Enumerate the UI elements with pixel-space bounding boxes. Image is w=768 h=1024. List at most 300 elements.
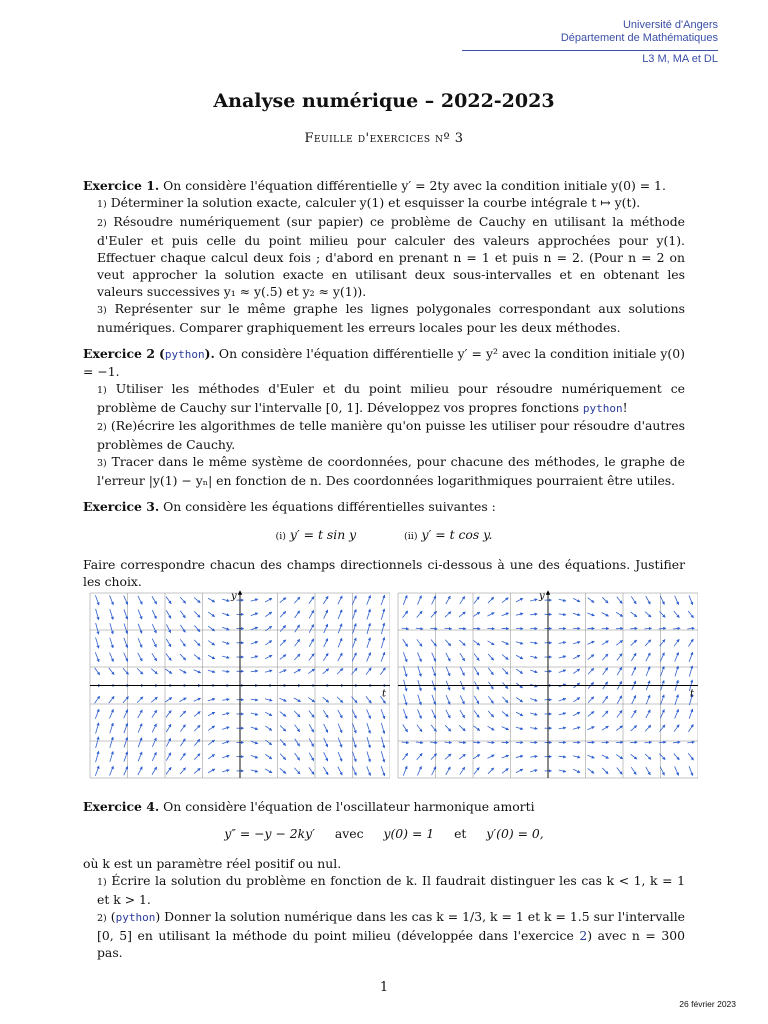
slope-arrow	[502, 755, 509, 758]
slope-arrow	[474, 597, 479, 604]
ex4-item2-end: ) avec n = 300 pas.	[97, 928, 685, 960]
slope-arrow	[222, 770, 229, 772]
page-title: Analyse numérique – 2022-2023	[213, 90, 555, 112]
slope-arrow	[180, 625, 185, 632]
slope-arrow	[338, 638, 342, 647]
slope-arrow	[675, 666, 678, 676]
slope-arrow	[137, 697, 143, 703]
slope-arrow	[403, 595, 407, 604]
slope-arrow	[530, 756, 537, 757]
slope-arrow	[630, 628, 637, 629]
slope-arrow	[474, 710, 479, 717]
slope-arrow	[403, 652, 407, 662]
slope-arrow	[474, 696, 479, 704]
slope-arrow	[295, 739, 300, 746]
slope-arrow	[381, 723, 384, 734]
header-rule	[462, 50, 718, 51]
slope-arrow	[109, 709, 113, 718]
slope-arrow	[588, 598, 594, 603]
slope-arrow	[124, 752, 127, 762]
slope-arrow	[432, 767, 436, 775]
slope-arrow	[381, 751, 384, 762]
slope-arrow	[559, 770, 566, 772]
slope-arrow	[367, 653, 371, 662]
exercise-3-equations	[83, 527, 685, 542]
slope-arrow	[165, 669, 171, 674]
slope-arrow	[674, 753, 679, 759]
slope-arrow	[502, 711, 508, 716]
slope-arrow	[280, 739, 286, 745]
slope-arrow	[96, 637, 99, 648]
slope-arrow	[381, 609, 384, 620]
slope-arrow	[459, 742, 466, 743]
slope-arrow	[110, 609, 113, 619]
slope-arrow	[689, 766, 693, 775]
slope-arrow	[222, 727, 229, 729]
slope-arrow	[194, 754, 200, 760]
slope-arrow	[166, 654, 171, 661]
slope-arrow	[559, 656, 566, 658]
slope-arrow	[367, 737, 370, 748]
slope-arrow	[367, 595, 371, 604]
slope-arrow	[367, 623, 370, 634]
slope-arrow	[445, 612, 451, 617]
slope-arrow	[432, 695, 436, 705]
slope-arrow	[602, 711, 608, 717]
eq4-et: et	[454, 826, 467, 841]
slope-arrow	[446, 667, 450, 676]
slope-arrow	[644, 742, 651, 743]
exercise-4-after: où k est un paramètre réel positif ou nul.	[83, 856, 342, 871]
slope-arrow	[430, 628, 437, 629]
slope-arrow	[124, 766, 128, 775]
slope-arrow	[416, 742, 423, 743]
slope-arrow	[573, 669, 579, 673]
slope-arrow	[516, 756, 523, 758]
slope-arrow	[308, 669, 314, 674]
slope-arrow	[138, 710, 142, 718]
slope-arrow	[180, 698, 187, 702]
slope-arrow	[418, 652, 422, 661]
python-inline: python	[582, 402, 623, 415]
slope-arrow	[403, 753, 408, 760]
slope-arrow	[208, 641, 214, 645]
slope-arrow	[324, 724, 328, 733]
eq-i: y′ = t sin y	[289, 527, 357, 542]
ex1-item3-num: 3)	[97, 305, 107, 316]
slope-arrow	[559, 642, 566, 643]
slope-arrow	[631, 653, 636, 661]
slope-arrow	[280, 655, 286, 660]
slope-arrow	[675, 695, 678, 705]
slope-arrow	[617, 768, 622, 775]
slope-arrow	[251, 671, 258, 672]
slope-arrow	[417, 639, 422, 646]
slope-arrow	[152, 653, 157, 661]
slope-arrow	[124, 624, 127, 634]
exercise-1-label: Exercice 1.	[83, 178, 160, 193]
slope-arrow	[194, 725, 200, 731]
slope-arrow	[645, 754, 651, 759]
slope-arrow	[460, 653, 465, 661]
slope-arrow	[688, 753, 693, 760]
slope-arrow	[138, 752, 142, 761]
slope-arrow	[110, 638, 113, 648]
slope-arrow	[324, 639, 328, 648]
slope-arrow	[338, 624, 342, 634]
exercise-2-intro: On considère l'équation différentielle y′ = y² avec la condition initiale y(0) = −1.	[83, 346, 685, 379]
slope-arrow	[109, 668, 114, 675]
slope-arrow	[687, 628, 694, 629]
slope-arrow	[180, 597, 186, 603]
slope-arrow	[208, 769, 215, 773]
page-subtitle: Feuille d'exercices nº 3	[304, 131, 464, 146]
slope-arrow	[338, 767, 342, 775]
slope-arrow	[180, 639, 185, 646]
slope-arrow	[110, 737, 113, 748]
slope-arrow	[488, 696, 493, 703]
slope-arrow	[381, 637, 384, 648]
python-tag: python	[164, 348, 205, 361]
slope-arrow	[460, 767, 465, 774]
slope-arrow	[166, 624, 170, 632]
slope-arrow	[674, 611, 679, 617]
slope-arrow	[432, 653, 436, 662]
slope-arrow	[96, 609, 99, 620]
slope-arrow	[180, 725, 185, 732]
slope-arrow	[646, 767, 651, 775]
slope-arrow	[265, 726, 271, 730]
slope-arrow	[280, 754, 286, 760]
slope-arrow	[251, 599, 258, 601]
slope-arrow	[488, 726, 495, 730]
slope-arrow	[687, 742, 694, 743]
slope-arrow	[446, 653, 450, 661]
slope-arrow	[95, 766, 99, 776]
slope-arrow	[432, 596, 436, 604]
slope-arrow	[661, 666, 665, 676]
slope-arrow	[645, 640, 651, 646]
slope-arrow	[138, 653, 142, 661]
slope-arrow	[251, 613, 258, 615]
slope-arrow	[323, 697, 329, 702]
slope-arrow	[324, 624, 328, 633]
slope-arrow	[516, 697, 522, 701]
slope-arrow	[353, 737, 356, 747]
slope-arrow	[251, 713, 258, 715]
slope-arrow	[530, 770, 537, 772]
slope-arrow	[323, 669, 329, 674]
slope-arrow	[459, 628, 466, 629]
slope-arrow	[631, 640, 637, 645]
slope-arrow	[602, 641, 609, 645]
slope-arrow	[404, 666, 407, 677]
slope-arrow	[295, 725, 300, 732]
slope-arrow	[417, 753, 422, 759]
slope-arrow	[380, 668, 385, 675]
eq4-avec: avec	[334, 826, 364, 841]
slope-arrow	[352, 710, 356, 719]
eq-i-label: (i)	[275, 531, 286, 542]
slope-arrow	[573, 598, 580, 601]
slope-arrow	[460, 596, 465, 603]
exercise-4-body: où k est un paramètre réel positif ou nul. 1) Écrire la solution du problème en fonction de k. Il faudrait distinguer les cas k < 1, k = 1 et k > 1. 2) (python) Donner la solution numérique dans les cas k = 1/3, k = 1 et k = 1.5 sur l'intervalle [0, 5] en utilisant la méthode du point milieu (développée dans l'exercice 2) avec n = 300 pas.	[83, 856, 686, 960]
slope-arrow	[367, 709, 371, 718]
slope-arrow	[367, 723, 370, 733]
slope-arrow	[152, 738, 156, 747]
slope-arrow	[587, 613, 594, 616]
slope-arrow	[602, 755, 609, 759]
slope-arrow	[530, 713, 537, 715]
slope-arrow	[674, 639, 679, 646]
slope-arrow	[324, 610, 328, 619]
slope-arrow	[109, 696, 114, 703]
slope-arrow	[559, 670, 566, 672]
slope-arrow	[616, 726, 622, 731]
slope-arrow	[110, 595, 114, 604]
slope-arrow	[689, 595, 693, 604]
slope-arrow	[95, 696, 100, 703]
slope-arrow	[124, 737, 127, 747]
slope-arrow	[124, 710, 128, 719]
slope-arrow	[367, 609, 370, 619]
slope-arrow	[96, 737, 99, 748]
slope-arrow	[222, 755, 229, 757]
slope-arrow	[208, 670, 215, 672]
slope-arrow	[309, 753, 314, 761]
slope-arrow	[588, 697, 594, 703]
slope-arrow	[487, 613, 494, 617]
slope-arrow	[432, 710, 436, 719]
slope-arrow	[488, 768, 494, 774]
slope-arrow	[488, 654, 494, 660]
slope-arrow	[110, 623, 113, 634]
slope-arrow	[516, 712, 523, 716]
slope-arrow	[152, 752, 156, 761]
slope-arrow	[138, 596, 142, 604]
slope-arrow	[124, 653, 128, 662]
slope-arrow	[460, 695, 464, 704]
slope-arrow	[573, 655, 580, 659]
eq-ii: y′ = t cos y.	[421, 527, 493, 542]
slope-arrow	[617, 696, 622, 704]
slope-arrow	[352, 653, 356, 662]
slope-arrow	[675, 652, 679, 661]
slope-arrow	[194, 640, 200, 646]
slope-arrow	[194, 625, 200, 631]
slope-arrow	[280, 768, 286, 773]
slope-arrow	[323, 767, 328, 775]
slope-arrow	[381, 709, 385, 719]
slope-arrow	[323, 653, 328, 661]
slope-arrow	[180, 611, 185, 618]
slope-arrow	[308, 697, 314, 702]
slope-arrow	[265, 598, 272, 602]
slope-arrow	[418, 666, 421, 676]
program-name: L3 M, MA et DL	[642, 53, 718, 65]
slope-arrow	[180, 669, 187, 673]
slope-arrow	[689, 652, 693, 662]
slope-arrow	[444, 628, 451, 629]
slope-arrow	[632, 667, 636, 676]
slope-arrow	[251, 770, 258, 772]
slope-arrow	[309, 597, 314, 604]
slope-arrow	[402, 628, 409, 629]
slope-arrow	[138, 724, 142, 733]
slope-arrow	[459, 612, 465, 617]
slope-arrow	[516, 613, 523, 615]
slope-arrow	[265, 712, 272, 716]
slope-arrow	[473, 726, 479, 731]
slope-arrow	[280, 712, 286, 717]
slope-arrow	[96, 723, 99, 734]
ex2-item1-text: Utiliser les méthodes d'Euler et du point milieu pour résoudre numériquement ce problème de Cauchy sur l'intervalle [0, 1]. Développez vos propres fonctions	[97, 381, 685, 415]
slope-arrow	[660, 596, 664, 604]
slope-arrow	[367, 766, 371, 775]
ex2-item2-num: 2)	[97, 422, 107, 433]
slope-arrow	[295, 753, 300, 760]
slope-arrow	[309, 624, 313, 632]
slope-arrow	[309, 654, 314, 661]
slope-arrow	[324, 752, 328, 761]
slope-arrow	[309, 724, 314, 732]
slope-arrow	[573, 769, 580, 772]
eq4-init1: y(0) = 1	[383, 826, 435, 841]
slope-arrow	[418, 709, 422, 718]
slope-arrow	[152, 624, 156, 633]
exercise-2-label: Exercice 2	[83, 346, 155, 361]
slope-arrow	[602, 654, 608, 660]
slope-arrow	[95, 709, 99, 719]
exercise-4-label: Exercice 4.	[83, 799, 160, 814]
slope-arrow	[208, 655, 215, 659]
ex4-item1-text: Écrire la solution du problème en fonction de k. Il faudrait distinguer les cas k < 1, k = 1 et k > 1.	[97, 873, 685, 907]
slope-arrow	[152, 610, 156, 619]
slope-arrow	[96, 623, 99, 634]
slope-arrow	[516, 669, 522, 673]
y-axis-label: y	[539, 591, 545, 602]
slope-arrow	[110, 723, 113, 733]
slope-arrow	[631, 710, 636, 718]
slope-arrow	[279, 698, 286, 701]
slope-arrow	[516, 598, 523, 601]
eq4-init2: y′(0) = 0,	[486, 826, 544, 841]
slope-arrow	[208, 754, 214, 759]
slope-arrow	[675, 709, 679, 718]
slope-arrow	[573, 727, 580, 729]
slope-arrow	[502, 697, 508, 703]
slope-arrow	[110, 751, 113, 761]
slope-arrow	[151, 697, 157, 702]
slope-arrow	[166, 639, 171, 647]
exercise-1-intro: On considère l'équation différentielle y′ = 2ty avec la condition initiale y(0) = 1.	[163, 178, 666, 193]
slope-arrow	[280, 725, 286, 731]
slope-arrow	[660, 767, 664, 775]
slope-arrow	[323, 710, 328, 718]
slope-arrow	[95, 652, 99, 662]
slope-arrow	[602, 768, 608, 774]
slope-arrow	[573, 697, 579, 701]
slope-arrow	[459, 754, 465, 759]
slope-arrow	[530, 656, 537, 658]
slope-arrow	[109, 653, 113, 662]
slope-arrow	[473, 755, 480, 759]
slope-arrow	[280, 640, 286, 646]
slope-arrow	[673, 742, 680, 743]
slope-arrow	[616, 640, 622, 645]
slope-arrow	[488, 641, 495, 645]
slope-arrow	[366, 696, 371, 703]
slope-arrow	[366, 668, 371, 675]
slope-arrow	[338, 710, 342, 718]
slope-arrow	[353, 752, 356, 762]
slope-arrow	[660, 710, 664, 719]
exercise-4-intro: On considère l'équation de l'oscillateur harmonique amorti	[163, 799, 535, 814]
ex2-item1-end: !	[622, 400, 628, 415]
ex1-item1-num: 1)	[97, 199, 107, 210]
slope-arrow	[180, 753, 185, 760]
slope-arrow	[502, 598, 508, 603]
slope-arrow	[194, 670, 201, 673]
ex1-item2-text: Résoudre numériquement (sur papier) ce problème de Cauchy en utilisant la méthode d'Euler et puis celle du point milieu pour calculer des valeurs approchées pour y(1). Effectuer chaque calcul deux fois ; d'abord en prenant n = 1 et puis n = 2. (Pour n = 2 on veut approcher la solution exacte en utilisant deux sous-intervalles et en obtenant les valeurs successives y₁ ≈ y(.5) et y₂ ≈ y(1)).	[97, 214, 685, 299]
slope-arrow	[381, 652, 385, 662]
slope-arrow	[152, 710, 157, 718]
slope-arrow	[166, 753, 171, 761]
slope-arrow	[689, 709, 693, 719]
slope-arrow	[138, 638, 142, 647]
slope-arrow	[417, 725, 422, 732]
slope-arrow	[417, 766, 421, 775]
slope-arrow	[294, 711, 300, 717]
slope-arrow	[502, 613, 509, 616]
slope-arrow	[309, 610, 314, 618]
direction-field-right	[388, 588, 698, 783]
slope-arrow	[208, 699, 215, 701]
slope-arrow	[645, 725, 651, 731]
slope-arrow	[251, 627, 258, 630]
slope-arrow	[602, 597, 608, 603]
slope-arrow	[661, 695, 665, 705]
slope-arrow	[403, 724, 408, 731]
slope-arrow	[166, 767, 171, 774]
exercise-4-equation	[83, 826, 685, 841]
slope-arrow	[251, 755, 258, 757]
slope-arrow	[403, 709, 407, 719]
slope-arrow	[180, 739, 185, 746]
slope-arrow	[675, 596, 679, 605]
exercise-ref-link[interactable]: 2	[579, 928, 588, 943]
slope-arrow	[430, 742, 437, 743]
slope-arrow	[446, 710, 450, 718]
slope-arrow	[251, 727, 258, 729]
slope-arrow	[502, 641, 509, 644]
slope-arrow	[631, 612, 637, 617]
slope-arrow	[338, 752, 342, 761]
slope-arrow	[295, 639, 300, 646]
slope-arrow	[473, 640, 479, 645]
exercise-1	[83, 177, 685, 336]
slope-arrow	[353, 723, 357, 733]
slope-arrow	[251, 656, 258, 658]
slope-arrow	[473, 612, 480, 616]
slope-arrow	[646, 710, 650, 718]
slope-arrow	[222, 642, 229, 644]
slope-arrow	[573, 613, 580, 615]
slope-arrow	[588, 655, 594, 660]
slope-arrow	[309, 711, 314, 718]
slope-arrow	[487, 755, 494, 759]
slope-arrow	[660, 653, 664, 662]
